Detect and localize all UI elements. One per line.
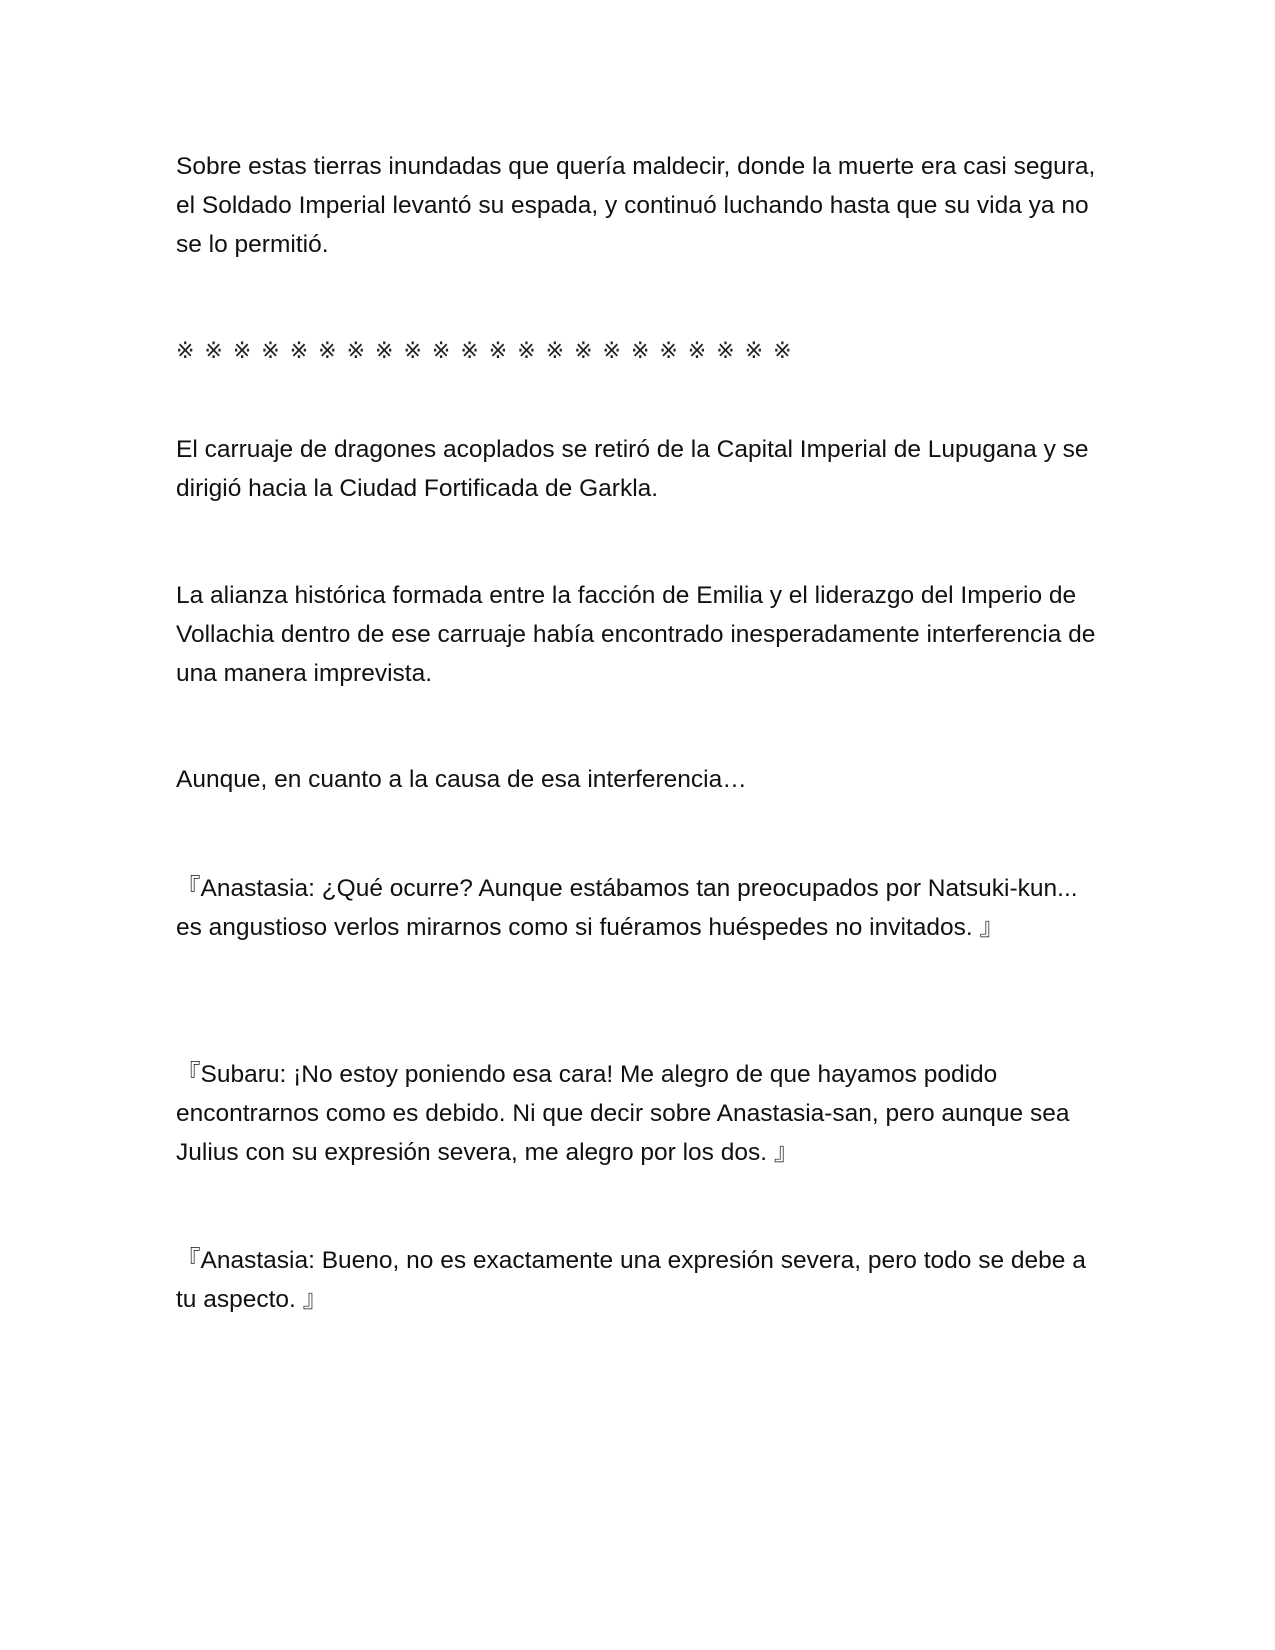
dialogue-anastasia-2: 『Anastasia: Bueno, no es exactamente una expresión severa, pero todo se debe a tu aspecto. 』: [176, 1247, 1086, 1313]
scene-separator: ※※※※※※※※※※※※※※※※※※※※※※: [176, 339, 802, 364]
paragraph-alliance: La alianza histórica formada entre la facción de Emilia y el liderazgo del Imperio de Vollachia dentro de ese carruaje había encontrado inesperadamente interferencia de una manera imprevista.: [176, 582, 1096, 687]
dialogue-subaru: 『Subaru: ¡No estoy poniendo esa cara! Me alegro de que hayamos podido encontrarnos como es debido. Ni que decir sobre Anastasia-san, pero aunque sea Julius con su expresión severa, me alegro por los dos. 』: [176, 1061, 1070, 1166]
paragraph-interference: Aunque, en cuanto a la causa de esa interferencia…: [176, 766, 747, 793]
paragraph-carriage: El carruaje de dragones acoplados se retiró de la Capital Imperial de Lupugana y se dirigió hacia la Ciudad Fortificada de Garkla.: [176, 436, 1089, 502]
dialogue-anastasia-1: 『Anastasia: ¿Qué ocurre? Aunque estábamos tan preocupados por Natsuki-kun... es angustioso verlos mirarnos como si fuéramos huéspedes no invitados. 』: [176, 875, 1078, 941]
paragraph-intro: Sobre estas tierras inundadas que quería maldecir, donde la muerte era casi segura, el Soldado Imperial levantó su espada, y continuó luchando hasta que su vida ya no se lo permitió.: [176, 153, 1096, 258]
